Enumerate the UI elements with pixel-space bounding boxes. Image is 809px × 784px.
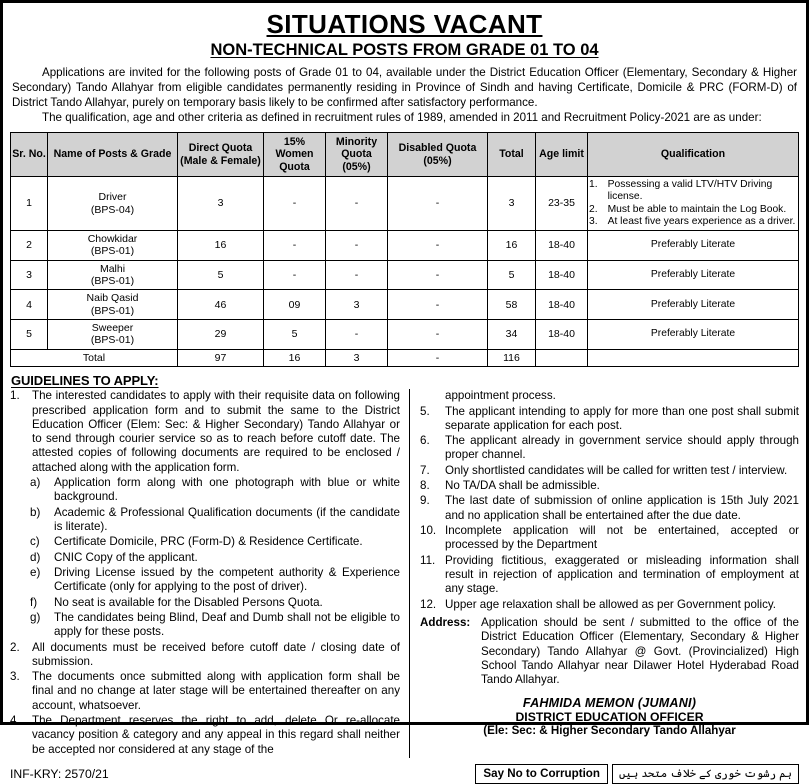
address-block (420, 616, 799, 688)
guideline-item-marker: 6. (420, 434, 430, 448)
qualification-item-text: At least five years experience as a driver. (607, 215, 796, 227)
cell-direct-quota: 5 (178, 260, 264, 290)
guideline-item (420, 554, 799, 597)
column-header-direct-quota: Direct Quota (Male & Female) (178, 132, 264, 177)
cell-women-quota: - (264, 260, 326, 290)
guideline-subitem-marker: g) (30, 610, 41, 624)
anti-corruption-slogan-ur: ہم رشوت خوری کے خلاف متحد ہیں (612, 764, 799, 784)
cell-age-limit: 18-40 (536, 230, 588, 260)
guideline-item (420, 524, 799, 553)
signature-block (420, 696, 799, 737)
post-name: Driver (98, 191, 127, 204)
cell-women-quota: 09 (264, 290, 326, 320)
guideline-item-text: No TA/DA shall be admissible. (445, 479, 600, 493)
guideline-subitem (10, 566, 400, 595)
cell-post-grade (48, 320, 178, 350)
qualification-item-marker: 2. (589, 203, 598, 215)
signatory-name: FAHMIDA MEMON (JUMANI) (522, 696, 697, 711)
guideline-item-text: The applicant intending to apply for more than one post shall submit separate application for each post. (445, 404, 799, 432)
guideline-item (420, 464, 799, 478)
guideline-item-text: The applicant already in government service should apply through proper channel. (445, 434, 799, 462)
cell-women-quota: - (264, 177, 326, 231)
cell-qualification: Preferably Literate (588, 230, 799, 260)
qualification-item-marker: 3. (589, 215, 598, 227)
cell-women-quota: - (264, 230, 326, 260)
total-direct-quota: 97 (178, 349, 264, 366)
guideline-item-marker: 8. (420, 479, 430, 493)
cell-qualification: Preferably Literate (588, 290, 799, 320)
table-row (11, 320, 799, 350)
cell-disabled-quota: - (388, 290, 488, 320)
post-name: Malhi (99, 262, 126, 275)
post-grade: (BPS-01) (90, 274, 135, 287)
introduction-block (12, 66, 797, 125)
column-header-total: Total (488, 132, 536, 177)
guideline-subitem-text: CNIC Copy of the applicant. (54, 550, 198, 564)
guideline-subitem-text: No seat is available for the Disabled Persons Quota. (54, 595, 323, 609)
guideline-item (10, 714, 400, 757)
cell-total: 5 (488, 260, 536, 290)
guideline-item-marker: 4. (10, 714, 20, 728)
guideline-item-text: Providing fictitious, exaggerated or misleading information shall result in rejection of application and termination of employment at any stage. (445, 553, 799, 596)
cell-qualification: Preferably Literate (588, 320, 799, 350)
guideline-item-marker: 11. (420, 553, 436, 567)
guideline-item-text: The documents once submitted along with application form shall be final and no change at later stage will be entertained thereafter on any account, whatsoever. (32, 670, 400, 712)
intro-paragraph-1: Applications are invited for the following posts of Grade 01 to 04, available under the District Education Officer (Elementary, Secondary & Higher Secondary) Tando Allahyar from eligible candidates permanently residing in Province of Sindh and having Certificate, Domicile & PRC (FORM-D) of District Tando Allahyar, purely on temporary basis likely to be confirmed after satisfactory performance. (12, 66, 797, 110)
cell-minority-quota: - (326, 260, 388, 290)
table-row (11, 177, 799, 231)
cell-total: 34 (488, 320, 536, 350)
column-header-women-quota: 15% Women Quota (264, 132, 326, 177)
cell-minority-quota: - (326, 230, 388, 260)
footer-bar (10, 764, 799, 784)
column-header-post-grade: Name of Posts & Grade (48, 132, 178, 177)
guideline-subitem-marker: c) (30, 535, 40, 549)
guideline-subitem-text: The candidates being Blind, Deaf and Dumb shall not be eligible to apply for these posts. (54, 610, 400, 639)
cell-post-grade (48, 260, 178, 290)
cell-sr-no: 1 (11, 177, 48, 231)
guideline-item-text: Upper age relaxation shall be allowed as per Government policy. (445, 597, 777, 611)
cell-minority-quota: - (326, 177, 388, 231)
cell-disabled-quota: - (388, 177, 488, 231)
address-label: Address: (420, 615, 471, 629)
column-header-sr-no: Sr. No. (11, 132, 48, 177)
column-header-qualification: Qualification (588, 132, 799, 177)
cell-age-limit: 18-40 (536, 320, 588, 350)
qualification-list (589, 179, 797, 228)
vacancy-table (10, 132, 799, 367)
guideline-subitem (10, 535, 400, 549)
guideline-subitem-marker: a) (30, 476, 41, 490)
guidelines-heading: GUIDELINES TO APPLY: (11, 373, 159, 389)
qualification-item-text: Possessing a valid LTV/HTV Driving license. (607, 179, 773, 203)
signatory-designation: DISTRICT EDUCATION OFFICER (515, 710, 704, 725)
qualification-item (589, 179, 797, 203)
cell-total: 3 (488, 177, 536, 231)
post-name: Naib Qasid (86, 292, 139, 305)
guidelines-columns (10, 389, 799, 758)
guideline-item-marker: 2. (10, 640, 20, 654)
cell-sr-no: 5 (11, 320, 48, 350)
cell-sr-no: 4 (11, 290, 48, 320)
signatory-office: (Ele: Sec: & Higher Secondary Tando Allahyar (483, 724, 736, 738)
post-grade: (BPS-01) (90, 304, 135, 317)
guideline-subitem-text: Certificate Domicile, PRC (Form-D) & Residence Certificate. (54, 535, 363, 549)
guidelines-left-column (10, 389, 410, 758)
anti-corruption-slogan-en: Say No to Corruption (475, 764, 608, 784)
total-women-quota: 16 (264, 349, 326, 366)
guideline-item (420, 494, 799, 523)
guideline-item (10, 670, 400, 713)
post-name: Chowkidar (87, 232, 138, 245)
guideline-item-marker: 10. (420, 524, 437, 537)
qualification-item (589, 216, 797, 228)
total-total: 116 (488, 349, 536, 366)
guideline-item-text: The interested candidates to apply with their requisite data on following prescribed application form and to submit the same to the District Education Officer (Elem: Sec: & Higher Secondary) Tando Allahyar or to send through courier service so as to reach before cutoff date. The attested copies of following documents are required to be enclosed / attached along with the application form. (32, 389, 400, 474)
qualification-item (589, 204, 797, 216)
cell-sr-no: 2 (11, 230, 48, 260)
cell-qualification (588, 177, 799, 231)
page-title: SITUATIONS VACANT (266, 9, 543, 39)
cell-direct-quota: 29 (178, 320, 264, 350)
guideline-subitem-marker: b) (30, 505, 41, 519)
guideline-item-text: The Department reserves the right to add, delete Or re-allocate vacancy position & category and any appeal in this regard shall neither be accepted nor considered at any stage of the (32, 714, 400, 756)
intro-paragraph-2: The qualification, age and other criteria as defined in recruitment rules of 1989, amended in 2011 and Recruitment Policy-2021 are as under: (42, 110, 762, 124)
table-total-row (11, 349, 799, 366)
table-header-row (11, 132, 799, 177)
address-text: Application should be sent / submitted to the office of the District Education Officer (Elementary, Secondary & Higher Secondary) Tando Allahyar @ Govt. (Provincialized) High School Tando Allahyar near Dilawer Hotel Hyderabad Road Tando Allahyar. (481, 615, 799, 687)
inf-number: INF-KRY: 2570/21 (10, 767, 109, 781)
guideline-item (10, 389, 400, 475)
cell-disabled-quota: - (388, 230, 488, 260)
qualification-item-marker: 1. (589, 179, 598, 191)
table-row (11, 230, 799, 260)
cell-age-limit: 23-35 (536, 177, 588, 231)
cell-post-grade (48, 230, 178, 260)
guideline-subitem-marker: f) (30, 595, 38, 609)
column-header-age-limit: Age limit (536, 132, 588, 177)
guideline-item-text: Incomplete application will not be entertained, accepted or processed by the Department (445, 524, 799, 552)
cell-women-quota: 5 (264, 320, 326, 350)
table-row (11, 260, 799, 290)
guideline-subitem (10, 611, 400, 640)
cell-total: 58 (488, 290, 536, 320)
post-name: Sweeper (91, 322, 134, 335)
cell-post-grade (48, 177, 178, 231)
cell-total: 16 (488, 230, 536, 260)
guideline-subitem-text: Academic & Professional Qualification documents (if the candidate is literate). (54, 505, 400, 533)
guideline-subitem-text: Driving License issued by the competent authority & Experience Certificate (only for applying to the post of driver). (54, 565, 400, 594)
guideline-continuation (420, 389, 799, 403)
table-row (11, 290, 799, 320)
total-minority-quota: 3 (326, 349, 388, 366)
guideline-item (10, 641, 400, 670)
guideline-subitem (10, 506, 400, 535)
total-age-limit (536, 349, 588, 366)
guideline-item-marker: 3. (10, 670, 20, 684)
guideline-item-text: All documents must be received before cutoff date / closing date of submission. (32, 640, 400, 668)
column-header-disabled-quota: Disabled Quota (05%) (388, 132, 488, 177)
post-grade: (BPS-01) (90, 245, 135, 258)
guideline-item (420, 598, 799, 612)
total-qualification (588, 349, 799, 366)
cell-qualification: Preferably Literate (588, 260, 799, 290)
guideline-item (420, 405, 799, 434)
cell-disabled-quota: - (388, 260, 488, 290)
guideline-item-marker: 5. (420, 404, 430, 418)
guideline-subitem (10, 476, 400, 505)
guideline-item-text: The last date of submission of online application is 15th July 2021 and no application shall be entertained after the due date. (445, 494, 799, 522)
guideline-subitem (10, 551, 400, 565)
guideline-subitem-marker: e) (30, 565, 41, 579)
cell-minority-quota: 3 (326, 290, 388, 320)
cell-age-limit: 18-40 (536, 290, 588, 320)
guideline-item-marker: 9. (420, 494, 430, 508)
cell-sr-no: 3 (11, 260, 48, 290)
guideline-item-marker: 7. (420, 463, 430, 477)
cell-minority-quota: - (326, 320, 388, 350)
column-header-minority-quota: Minority Quota (05%) (326, 132, 388, 177)
guideline-subitem-marker: d) (30, 550, 41, 564)
cell-direct-quota: 16 (178, 230, 264, 260)
cell-age-limit: 18-40 (536, 260, 588, 290)
guideline-item-marker: 1. (10, 389, 20, 403)
guidelines-right-column (410, 389, 799, 758)
cell-direct-quota: 46 (178, 290, 264, 320)
total-disabled-quota: - (388, 349, 488, 366)
guideline-item (420, 434, 799, 463)
guideline-item-text: Only shortlisted candidates will be called for written test / interview. (445, 463, 788, 477)
cell-direct-quota: 3 (178, 177, 264, 231)
qualification-item-text: Must be able to maintain the Log Book. (607, 203, 787, 215)
continuation-marker (420, 389, 445, 403)
post-grade: (BPS-01) (90, 334, 135, 347)
continuation-text: appointment process. (445, 389, 556, 403)
post-grade: (BPS-04) (90, 203, 135, 216)
guideline-subitem-text: Application form along with one photograph with blue or white background. (54, 476, 400, 504)
page-subtitle: NON-TECHNICAL POSTS FROM GRADE 01 TO 04 (210, 41, 599, 60)
cell-post-grade (48, 290, 178, 320)
cell-disabled-quota: - (388, 320, 488, 350)
total-label: Total (11, 349, 178, 366)
guideline-item-marker: 12. (420, 597, 437, 611)
guideline-item (420, 479, 799, 493)
guideline-subitem (10, 596, 400, 610)
